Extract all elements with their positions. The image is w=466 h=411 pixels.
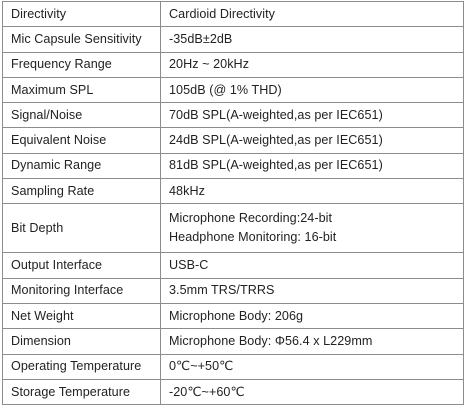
- table-row: [3, 204, 464, 253]
- spec-value: [161, 204, 464, 253]
- table-row: [3, 179, 464, 204]
- table-row: [3, 303, 464, 328]
- spec-value: 81dB SPL(A-weighted,as per IEC651): [161, 153, 464, 178]
- spec-value: Microphone Body: 206g: [161, 303, 464, 328]
- table-row: [3, 253, 464, 278]
- spec-value-line: Microphone Recording:24-bit: [169, 211, 333, 226]
- table-row: [3, 2, 464, 27]
- spec-label: Storage Temperature: [3, 379, 161, 404]
- spec-label: Mic Capsule Sensitivity: [3, 27, 161, 52]
- spec-label: Net Weight: [3, 303, 161, 328]
- table-row: [3, 379, 464, 404]
- spec-table: [2, 1, 464, 405]
- spec-label: Frequency Range: [3, 52, 161, 77]
- spec-label: Maximum SPL: [3, 77, 161, 102]
- spec-label: Operating Temperature: [3, 354, 161, 379]
- table-row: [3, 103, 464, 128]
- spec-label: Directivity: [3, 2, 161, 27]
- spec-label: Equivalent Noise: [3, 128, 161, 153]
- spec-value: 24dB SPL(A-weighted,as per IEC651): [161, 128, 464, 153]
- spec-label: Dynamic Range: [3, 153, 161, 178]
- spec-value: 48kHz: [161, 179, 464, 204]
- spec-label: Dimension: [3, 329, 161, 354]
- spec-value: Microphone Body: Φ56.4 x L229mm: [161, 329, 464, 354]
- table-row: [3, 128, 464, 153]
- table-row: [3, 77, 464, 102]
- table-row: [3, 329, 464, 354]
- spec-value: 70dB SPL(A-weighted,as per IEC651): [161, 103, 464, 128]
- spec-value: 3.5mm TRS/TRRS: [161, 278, 464, 303]
- spec-value: USB-C: [161, 253, 464, 278]
- table-row: [3, 354, 464, 379]
- spec-value: 0℃~+50℃: [161, 354, 464, 379]
- spec-label: Output Interface: [3, 253, 161, 278]
- spec-value: Cardioid Directivity: [161, 2, 464, 27]
- table-row: [3, 52, 464, 77]
- table-row: [3, 278, 464, 303]
- spec-label: Signal/Noise: [3, 103, 161, 128]
- table-row: [3, 153, 464, 178]
- table-row: [3, 27, 464, 52]
- spec-label: Bit Depth: [3, 204, 161, 253]
- spec-value: 105dB (@ 1% THD): [161, 77, 464, 102]
- spec-label: Sampling Rate: [3, 179, 161, 204]
- spec-value-line: Headphone Monitoring: 16-bit: [169, 230, 337, 245]
- spec-value: -35dB±2dB: [161, 27, 464, 52]
- spec-label: Monitoring Interface: [3, 278, 161, 303]
- spec-value: 20Hz ~ 20kHz: [161, 52, 464, 77]
- spec-value: -20℃~+60℃: [161, 379, 464, 404]
